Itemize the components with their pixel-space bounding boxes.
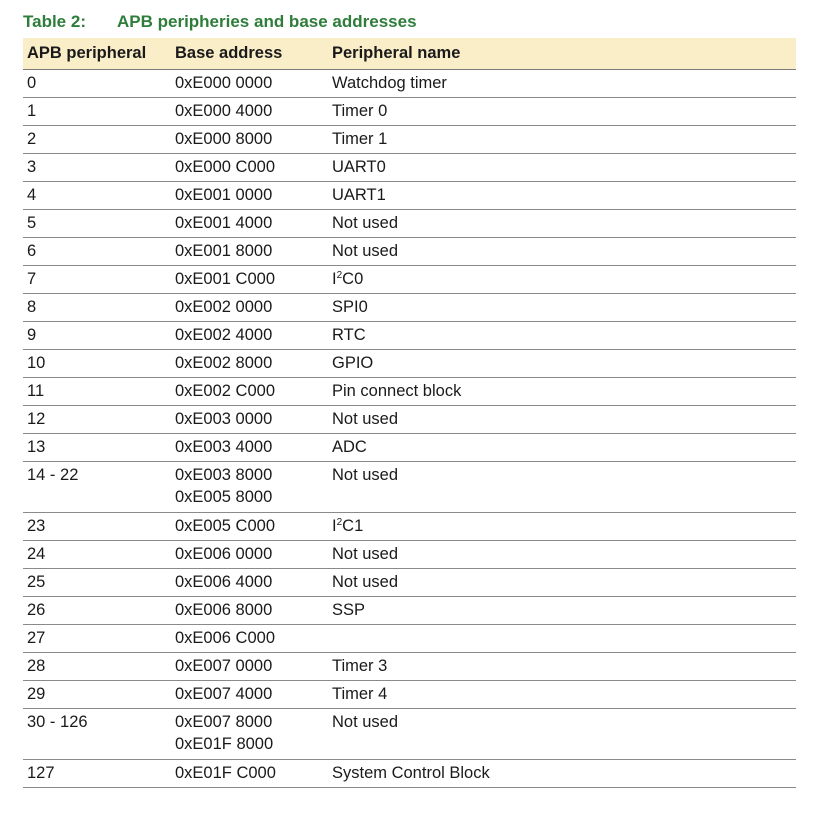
cell-apb-peripheral: 10 — [23, 350, 171, 378]
table-row — [23, 182, 796, 210]
base-address-line: 0xE007 8000 — [175, 713, 273, 731]
cell-base-address — [171, 406, 328, 434]
base-address-line: 0xE000 4000 — [175, 102, 273, 120]
table-row — [23, 625, 796, 653]
name-part: I — [332, 270, 337, 288]
cell-base-address — [171, 70, 328, 98]
cell-base-address — [171, 462, 328, 513]
table-row — [23, 653, 796, 681]
cell-apb-peripheral: 28 — [23, 653, 171, 681]
base-address-line: 0xE000 0000 — [175, 74, 273, 92]
table-title: APB peripheries and base addresses — [117, 12, 417, 31]
base-address-line: 0xE001 C000 — [175, 270, 275, 288]
table-row — [23, 406, 796, 434]
cell-base-address — [171, 266, 328, 294]
cell-apb-peripheral: 4 — [23, 182, 171, 210]
table-row — [23, 238, 796, 266]
table-body — [23, 70, 796, 788]
cell-base-address — [171, 210, 328, 238]
base-address-line: 0xE001 4000 — [175, 214, 273, 232]
cell-apb-peripheral: 25 — [23, 569, 171, 597]
table-row — [23, 760, 796, 788]
base-address-line: 0xE001 8000 — [175, 242, 273, 260]
table-row — [23, 378, 796, 406]
cell-apb-peripheral: 29 — [23, 681, 171, 709]
cell-peripheral-name — [328, 625, 796, 653]
base-address-line: 0xE01F 8000 — [175, 734, 274, 753]
table-row — [23, 434, 796, 462]
cell-peripheral-name: UART0 — [328, 154, 796, 182]
table-row — [23, 462, 796, 513]
cell-peripheral-name: SSP — [328, 597, 796, 625]
table-row — [23, 709, 796, 760]
base-address-line: 0xE005 C000 — [175, 517, 275, 535]
column-header-apb-peripheral: APB peripheral — [23, 38, 171, 70]
base-address-line: 0xE007 0000 — [175, 657, 273, 675]
base-address-line: 0xE001 0000 — [175, 186, 273, 204]
cell-peripheral-name: GPIO — [328, 350, 796, 378]
table-row — [23, 126, 796, 154]
cell-peripheral-name: Not used — [328, 238, 796, 266]
table-row — [23, 681, 796, 709]
base-address-line: 0xE002 C000 — [175, 382, 275, 400]
table-row — [23, 154, 796, 182]
cell-peripheral-name: UART1 — [328, 182, 796, 210]
cell-apb-peripheral: 11 — [23, 378, 171, 406]
cell-apb-peripheral: 9 — [23, 322, 171, 350]
cell-base-address — [171, 238, 328, 266]
column-header-base-address: Base address — [171, 38, 328, 70]
cell-peripheral-name: Timer 0 — [328, 98, 796, 126]
base-address-line: 0xE002 0000 — [175, 298, 273, 316]
cell-base-address — [171, 625, 328, 653]
cell-base-address — [171, 98, 328, 126]
name-superscript: 2 — [336, 270, 343, 281]
cell-peripheral-name: SPI0 — [328, 294, 796, 322]
table-number: Table 2: — [23, 12, 86, 31]
cell-peripheral-name: Not used — [328, 462, 796, 513]
base-address-line: 0xE006 8000 — [175, 601, 273, 619]
cell-apb-peripheral: 5 — [23, 210, 171, 238]
cell-apb-peripheral: 1 — [23, 98, 171, 126]
table-header-row — [23, 38, 796, 70]
table-caption — [23, 12, 417, 34]
base-address-line: 0xE006 C000 — [175, 629, 275, 647]
cell-apb-peripheral: 12 — [23, 406, 171, 434]
cell-base-address — [171, 350, 328, 378]
table-row — [23, 98, 796, 126]
cell-apb-peripheral: 6 — [23, 238, 171, 266]
base-address-line: 0xE000 8000 — [175, 130, 273, 148]
table-row — [23, 322, 796, 350]
cell-apb-peripheral: 127 — [23, 760, 171, 788]
cell-base-address — [171, 182, 328, 210]
base-address-line: 0xE006 0000 — [175, 545, 273, 563]
cell-base-address — [171, 378, 328, 406]
cell-peripheral-name: RTC — [328, 322, 796, 350]
cell-peripheral-name: Watchdog timer — [328, 70, 796, 98]
column-header-peripheral-name: Peripheral name — [328, 38, 796, 70]
cell-apb-peripheral: 3 — [23, 154, 171, 182]
cell-base-address — [171, 709, 328, 760]
table-row — [23, 294, 796, 322]
table-row — [23, 266, 796, 294]
cell-apb-peripheral: 2 — [23, 126, 171, 154]
base-address-line: 0xE005 8000 — [175, 487, 273, 506]
name-part: C0 — [342, 270, 364, 288]
cell-peripheral-name — [328, 513, 796, 541]
cell-apb-peripheral: 23 — [23, 513, 171, 541]
table-row — [23, 597, 796, 625]
table-row — [23, 541, 796, 569]
table-row — [23, 70, 796, 98]
cell-apb-peripheral: 7 — [23, 266, 171, 294]
cell-apb-peripheral: 30 - 126 — [23, 709, 171, 760]
cell-peripheral-name: Not used — [328, 406, 796, 434]
cell-peripheral-name: Not used — [328, 569, 796, 597]
cell-base-address — [171, 294, 328, 322]
cell-peripheral-name: ADC — [328, 434, 796, 462]
base-address-line: 0xE002 8000 — [175, 354, 273, 372]
cell-base-address — [171, 653, 328, 681]
base-address-line: 0xE000 C000 — [175, 158, 275, 176]
table-row — [23, 513, 796, 541]
cell-apb-peripheral: 0 — [23, 70, 171, 98]
cell-base-address — [171, 681, 328, 709]
cell-apb-peripheral: 24 — [23, 541, 171, 569]
cell-apb-peripheral: 27 — [23, 625, 171, 653]
cell-peripheral-name: Not used — [328, 709, 796, 760]
cell-base-address — [171, 322, 328, 350]
table-row — [23, 569, 796, 597]
cell-peripheral-name: Not used — [328, 541, 796, 569]
cell-base-address — [171, 126, 328, 154]
base-address-line: 0xE003 4000 — [175, 438, 273, 456]
cell-apb-peripheral: 26 — [23, 597, 171, 625]
name-part: I — [332, 517, 337, 535]
cell-peripheral-name: System Control Block — [328, 760, 796, 788]
cell-base-address — [171, 597, 328, 625]
cell-base-address — [171, 154, 328, 182]
cell-apb-peripheral: 14 - 22 — [23, 462, 171, 513]
base-address-line: 0xE003 0000 — [175, 410, 273, 428]
cell-base-address — [171, 569, 328, 597]
cell-peripheral-name: Not used — [328, 210, 796, 238]
apb-peripherals-table — [23, 38, 796, 788]
cell-peripheral-name: Timer 4 — [328, 681, 796, 709]
cell-base-address — [171, 760, 328, 788]
table-row — [23, 350, 796, 378]
base-address-line: 0xE01F C000 — [175, 764, 276, 782]
cell-base-address — [171, 541, 328, 569]
cell-base-address — [171, 513, 328, 541]
cell-peripheral-name: Pin connect block — [328, 378, 796, 406]
cell-base-address — [171, 434, 328, 462]
base-address-line: 0xE007 4000 — [175, 685, 273, 703]
cell-apb-peripheral: 13 — [23, 434, 171, 462]
base-address-line: 0xE002 4000 — [175, 326, 273, 344]
cell-peripheral-name: Timer 3 — [328, 653, 796, 681]
base-address-line: 0xE003 8000 — [175, 466, 273, 484]
base-address-line: 0xE006 4000 — [175, 573, 273, 591]
cell-peripheral-name — [328, 266, 796, 294]
table-row — [23, 210, 796, 238]
name-superscript: 2 — [336, 517, 343, 528]
name-part: C1 — [342, 517, 364, 535]
cell-peripheral-name: Timer 1 — [328, 126, 796, 154]
cell-apb-peripheral: 8 — [23, 294, 171, 322]
